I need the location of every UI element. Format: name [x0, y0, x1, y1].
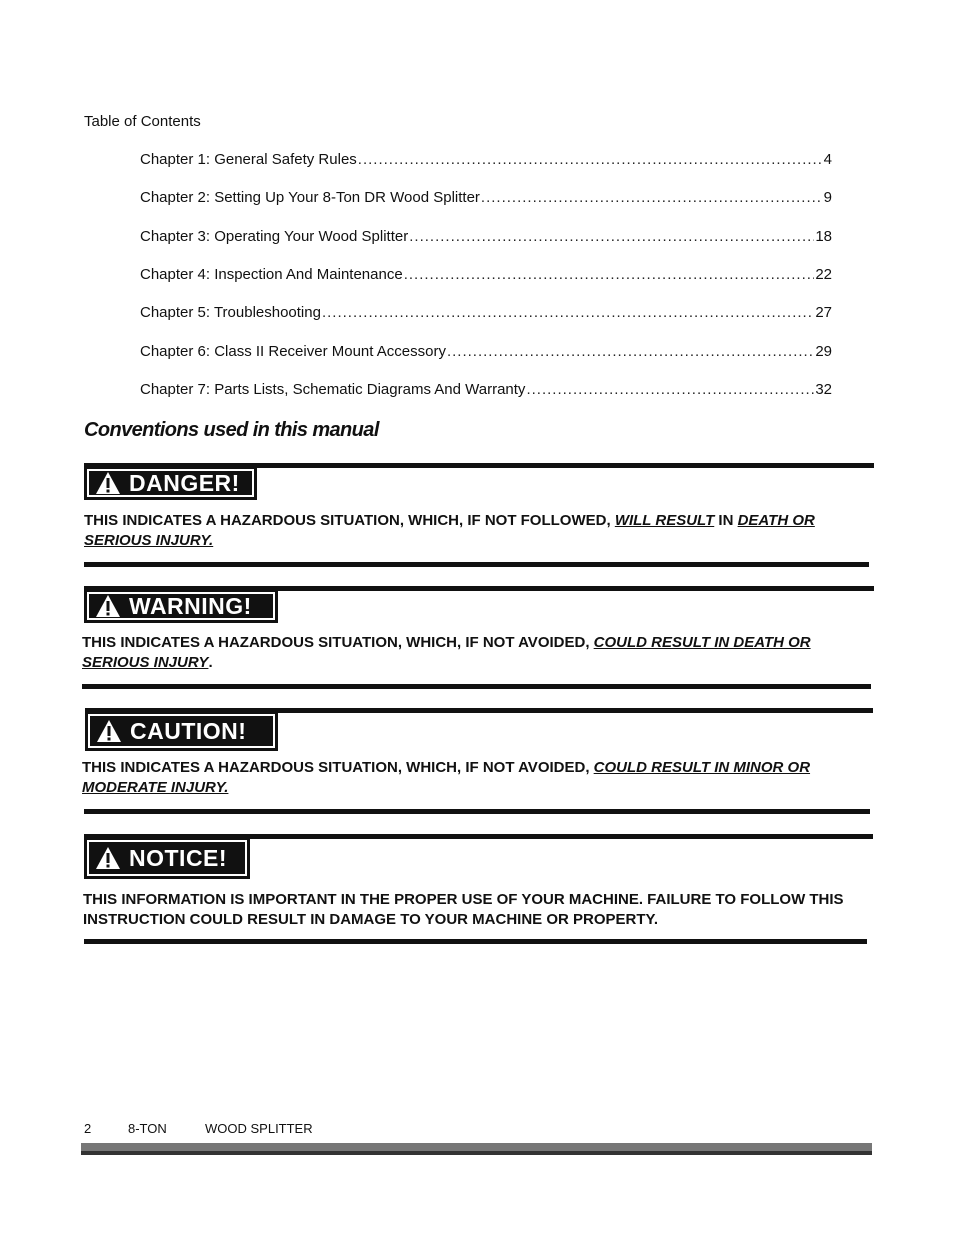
toc-leader: [526, 381, 814, 398]
toc-entry-label: Chapter 7: Parts Lists, Schematic Diagrams And Warranty: [140, 381, 526, 398]
notice-badge: [84, 837, 250, 879]
warning-emphasis: COULD RESULT IN DEATH OR SERIOUS INJURY: [82, 634, 811, 671]
warning-message: [82, 633, 842, 673]
danger-bottom-rule: [84, 562, 869, 567]
danger-message: [84, 511, 844, 551]
toc-entry[interactable]: [140, 304, 832, 321]
toc-leader: [447, 343, 814, 360]
caution-badge: [85, 711, 278, 751]
toc-entry-page: 29: [815, 343, 832, 360]
danger-emphasis-2: DEATH OR SERIOUS INJURY.: [84, 512, 815, 549]
warning-triangle-icon: [96, 719, 122, 743]
caution-emphasis: COULD RESULT IN MINOR OR MODERATE INJURY.: [82, 759, 811, 796]
danger-emphasis: WILL RESULT: [614, 512, 715, 529]
toc-entry[interactable]: [140, 151, 832, 168]
toc-entry-label: Chapter 1: General Safety Rules: [140, 151, 357, 168]
caution-message: [82, 758, 842, 798]
toc-leader: [409, 228, 814, 245]
footer-product: WOOD SPLITTER: [205, 1121, 313, 1136]
toc-entry[interactable]: [140, 266, 832, 283]
toc-entry-page: 22: [815, 266, 832, 283]
toc-entry-page: 18: [815, 228, 832, 245]
conventions-heading: Conventions used in this manual: [84, 419, 379, 441]
toc-leader: [322, 304, 814, 321]
notice-bottom-rule: [84, 939, 867, 944]
toc-leader: [404, 266, 815, 283]
warning-bottom-rule: [82, 684, 871, 689]
toc-entry-label: Chapter 6: Class II Receiver Mount Accessory: [140, 343, 446, 360]
warning-triangle-icon: [95, 846, 121, 870]
danger-text: THIS INDICATES A HAZARDOUS SITUATION, WHICH, IF NOT FOLLOWED,: [84, 512, 615, 529]
notice-message: THIS INFORMATION IS IMPORTANT IN THE PROPER USE OF YOUR MACHINE. FAILURE TO FOLLOW THIS INSTRUCTION COULD RESULT IN DAMAGE TO YOUR MACHINE OR PROPERTY.: [83, 891, 844, 928]
warning-text: THIS INDICATES A HAZARDOUS SITUATION, WHICH, IF NOT AVOIDED,: [82, 634, 594, 651]
toc-title: Table of Contents: [84, 113, 201, 130]
caution-bottom-rule: [84, 809, 870, 814]
caution-badge-label: CAUTION!: [130, 717, 247, 744]
danger-text-mid: IN: [714, 512, 738, 529]
warning-badge-label: WARNING!: [129, 592, 252, 619]
toc-entry-label: Chapter 5: Troubleshooting: [140, 304, 321, 321]
toc-entry[interactable]: [140, 228, 832, 245]
toc-entry-label: Chapter 4: Inspection And Maintenance: [140, 266, 403, 283]
toc-entry-page: 9: [823, 189, 832, 206]
danger-badge-label: DANGER!: [129, 469, 240, 496]
toc-leader: [481, 189, 823, 206]
toc-entry-label: Chapter 2: Setting Up Your 8-Ton DR Wood Splitter: [140, 189, 480, 206]
danger-badge: [84, 466, 257, 500]
toc-entry[interactable]: [140, 189, 832, 206]
toc-entry[interactable]: [140, 343, 832, 360]
warning-badge: [84, 589, 278, 623]
warning-text-tail: .: [208, 654, 213, 671]
footer-page-number: 2: [84, 1121, 92, 1136]
footer-bar: [81, 1143, 872, 1155]
notice-badge-label: NOTICE!: [129, 844, 228, 871]
warning-triangle-icon: [95, 594, 121, 618]
warning-triangle-icon: [95, 471, 121, 495]
caution-text: THIS INDICATES A HAZARDOUS SITUATION, WHICH, IF NOT AVOIDED,: [82, 759, 594, 776]
toc-entry[interactable]: [140, 381, 832, 398]
toc-entry-page: 4: [823, 151, 832, 168]
toc-leader: [358, 151, 823, 168]
toc-entry-label: Chapter 3: Operating Your Wood Splitter: [140, 228, 409, 245]
toc-entry-page: 32: [815, 381, 832, 398]
footer-model: 8-TON: [128, 1121, 167, 1136]
toc-entry-page: 27: [815, 304, 832, 321]
